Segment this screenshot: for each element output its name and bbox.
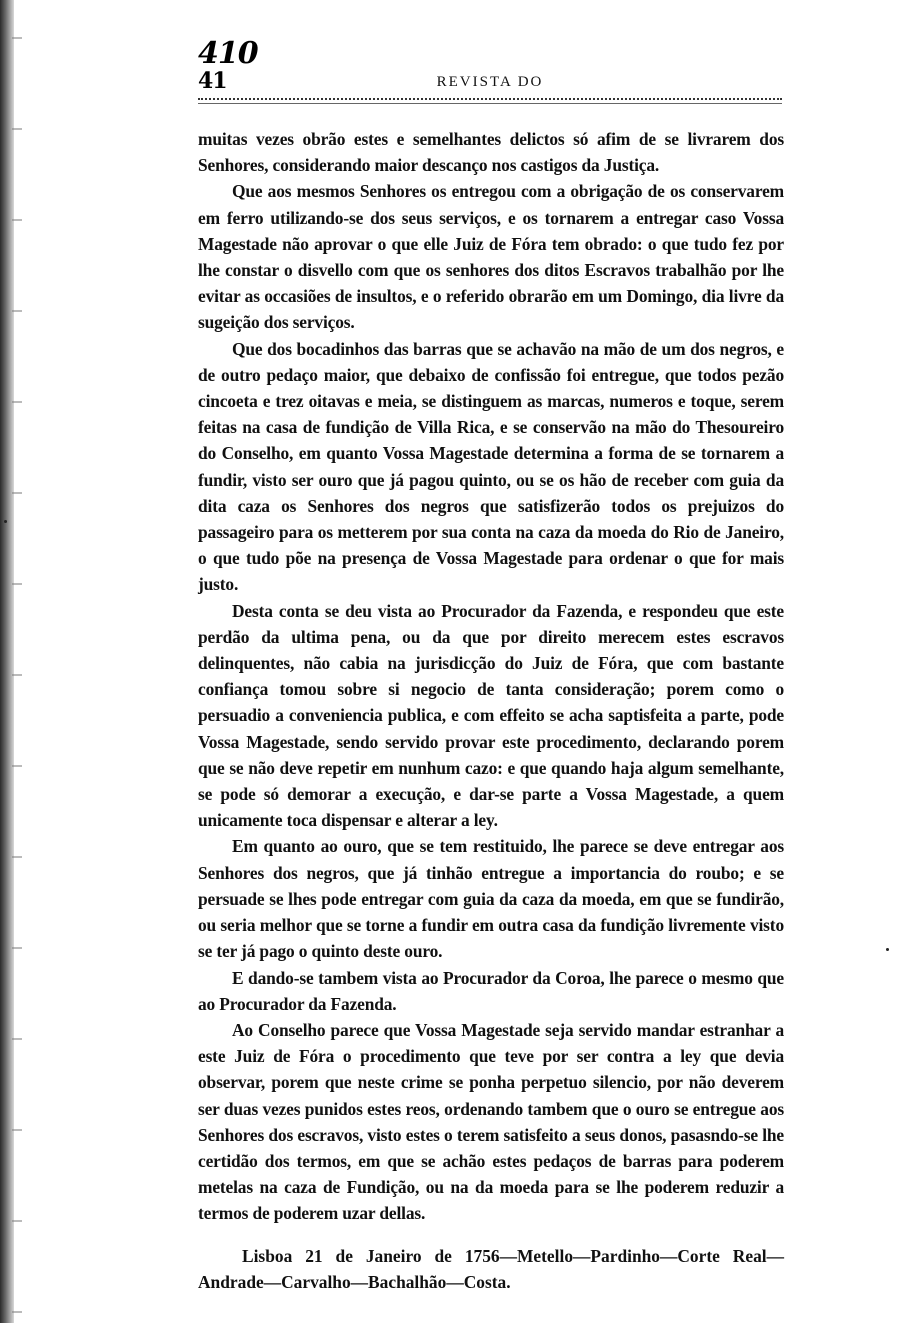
- page-number-struck: 41: [198, 68, 227, 94]
- page-body: [198, 126, 784, 1227]
- paragraph-4: Desta conta se deu vista ao Procurador da Fazenda, e respondeu que este perdão da ultima pena, ou da que por direito merecem estes escravos delinquentes, não cabia na jurisdicção do Juiz de Fóra, que com bastante confiança tomou sobre si negocio de tanta consideração; porem como o persuadio a conveniencia publica, e com effeito se acha saptisfeita a parte, pode Vossa Magestade, sendo servido provar este procedimento, declarando porem que se não deve repetir em nunhum cazo: e que quando haja algum semelhante, se pode só demorar a execução, e dar-se parte a Vossa Magestade, a quem unicamente toca dispensar e alterar a ley.: [198, 600, 784, 831]
- running-head: REVISTA DO: [436, 74, 544, 90]
- margin-speck: [886, 948, 889, 951]
- paragraph-7: Ao Conselho parece que Vossa Magestade seja servido mandar estranhar a este Juiz de Fóra o procedimento que teve por ser contra a ley que devia observar, porem que neste crime se ponha perpetuo silencio, por não deverem ser duas vezes punidos estes reos, ordenando tambem que o ouro se entregue aos Senhores dos escravos, visto estes o terem satisfeito a seus donos, pasasndo-se lhe certidão dos termos, em que se achão estes pedaços de barras para poderem metelas na caza de Fundição, ou na da moeda para se lhe poderem reduzir a termos de poderem uzar dellas.: [198, 1019, 784, 1224]
- header-rule: [198, 98, 782, 104]
- paragraph-6: E dando-se tambem vista ao Procurador da Coroa, lhe parece o mesmo que ao Procurador da Fazenda.: [198, 967, 784, 1014]
- paragraph-2: Que aos mesmos Senhores os entregou com a obrigação de os conservarem em ferro utilizando-se dos seus serviços, e os tornarem a entregar caso Vossa Magestade não aprovar o que elle Juiz de Fóra tem obrado: o que tudo fez por lhe constar o disvello com que os senhores dos ditos Escravos trabalhão por lhe evitar as occasiões de insultos, e o referido obrarão em um Domingo, dia livre da sugeição dos serviços.: [198, 181, 784, 333]
- paragraph-3: Que dos bocadinhos das barras que se achavão na mão de um dos negros, e de outro pedaço maior, que debaixo de confissão foi entregue, que todos pezão cincoeta e trez oitavas e meia, se distinguem as marcas, numeros e toque, serem feitas na casa de fundição de Villa Rica, e se conservão na mão do Thesoureiro do Conselho, em quanto Vossa Magestade determina a forma de se tornarem a fundir, visto ser ouro que já pagou quinto, ou se os hão de receber com guia da dita caza os Senhores dos negros que satisfizerão todos os prejuizos do passageiro para os metterem por sua conta na caza da moeda do Rio de Janeiro, o que tudo põe na presença de Vossa Magestade para ordenar o que for mais justo.: [198, 338, 784, 595]
- paragraph-1: muitas vezes obrão estes e semelhantes delictos só afim de se livrarem dos Senhores, considerando maior descanço nos castigos da Justiça.: [198, 129, 784, 176]
- paragraph-5: Em quanto ao ouro, que se tem restituido, lhe parece se deve entregar aos Senhores dos negros, que já tinhão entregue a importancia do roubo; e se persuade se lhes pode entregar com guia da caza da moeda, em que se fundirão, ou seria melhor que se torne a fundir em outra casa da fundição livremente visto se ter já pago o quinto deste ouro.: [198, 836, 784, 962]
- signoff: Lisboa 21 de Janeiro de 1756—Metello—Pardinho—Corte Real—Andrade—Carvalho—Bachalhão—Costa.: [198, 1246, 784, 1293]
- page-number-handwritten: 410: [198, 36, 258, 71]
- margin-speck: [4, 520, 7, 523]
- scan-artifacts: [12, 0, 22, 1323]
